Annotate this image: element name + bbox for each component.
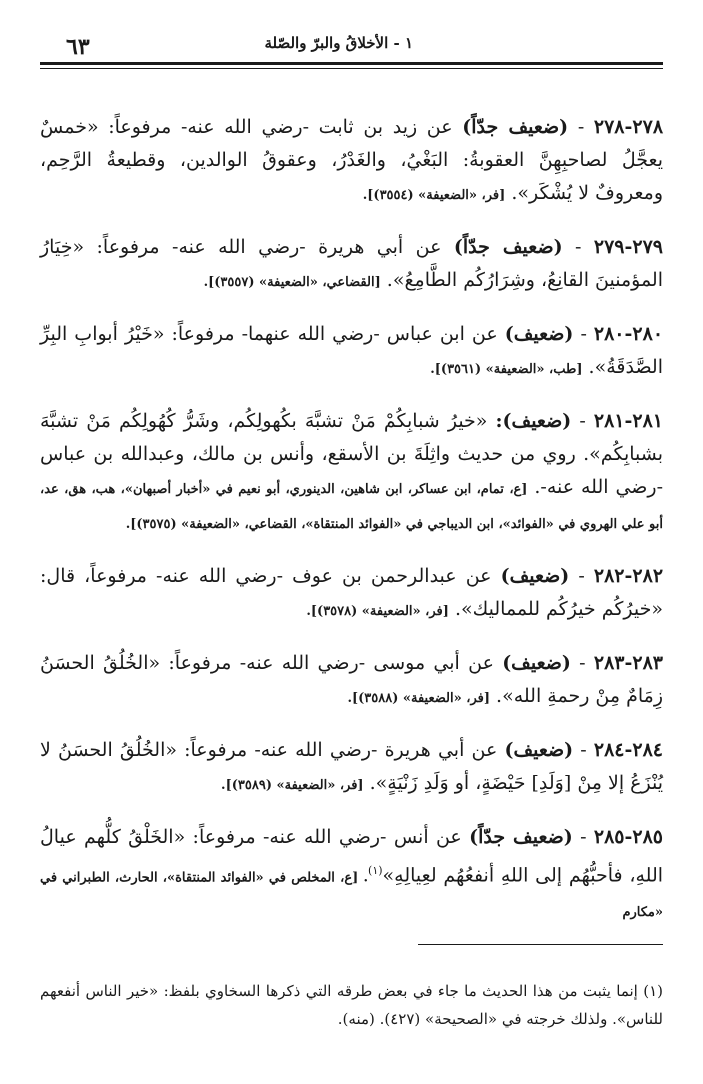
entry-grade: (ضعيف) (504, 323, 574, 345)
entry-source: [ع، تمام، ابن عساكر، ابن شاهين، الدينوري، أبو نعيم في «أخبار أصبهان»، هب، هق، عد، أبو علي الهروي في «الفوائد»، ابن الديباجي في «الفوائد المنتقاة»، القضاعي، «الضعيفة» (٣٥٧٥)]. (40, 482, 663, 532)
entry-number: ٢٨١-٢٨١ (593, 410, 664, 432)
entry-number: ٢٨٥-٢٨٥ (593, 826, 663, 848)
entry-number: ٢٧٨-٢٧٨ (593, 116, 664, 138)
entry-number: ٢٨٤-٢٨٤ (593, 739, 663, 761)
header-rule-thin (40, 68, 663, 69)
entry-grade: (ضعيف) (500, 565, 570, 587)
entry-grade: (ضعيف) (502, 652, 571, 674)
entry-text: عن أنس -رضي الله عنه- مرفوعاً: «الخَلْقُ كلُّهم عيالُ اللهِ، فأحبُّهُم إلى اللهِ أنفعُهُم لعِيالِهِ» (40, 826, 664, 887)
entry-text: عن أبي هريرة -رضي الله عنه- مرفوعاً: «خِيَارُ المؤمنينَ القانِعُ، وشِرَارُكُم الطَّامِعُ». (40, 236, 663, 291)
entry-source: [فر، «الضعيفة» (٣٥٨٩)]. (221, 778, 364, 793)
hadith-entry-282: ٢٨٢-٢٨٢ - (ضعيف) عن عبدالرحمن بن عوف -رضي الله عنه- مرفوعاً، قال: «خيرُكُم خيرُكُم للمماليك». [فر، «الضعيفة» (٣٥٧٨)]. (40, 565, 664, 620)
header-rule-thick (40, 62, 663, 65)
hadith-entry-285: ٢٨٥-٢٨٥ - (ضعيف جدّاً) عن أنس -رضي الله عنه- مرفوعاً: «الخَلْقُ كلُّهم عيالُ اللهِ، فأحبُّهُم إلى اللهِ أنفعُهُم لعِيالِهِ»$^{(١)}$. [ع، المخلص في «الفوائد المنتقاة»، الحارث، الطبراني في «مكارم (40, 826, 664, 921)
hadith-entry-281: ٢٨١-٢٨١ - (ضعيف): «خيرُ شبابِكُمْ مَنْ تشبَّهَ بكُهولِكُم، وشَرُّ كُهُولِكُم مَنْ تشبَّهَ بشبابِكُم». روي من حديث واثِلَةَ بن الأسقع، وأنس بن مالك، وعبدالله بن عباس -رضي الله عنه-. [ع، تمام، ابن عساكر، ابن شاهين، الدينوري، أبو نعيم في «أخبار أصبهان»، هب، هق، عد، أبو علي الهروي في «الفوائد»، ابن الديباجي في «الفوائد المنتقاة»، القضاعي، «الضعيفة» (٣٥٧٥)]. (40, 410, 664, 532)
entry-text: عن عبدالرحمن بن عوف -رضي الله عنه- مرفوعاً، قال: «خيرُكُم خيرُكُم للمماليك». (40, 565, 663, 620)
entry-source: [القضاعي، «الضعيفة» (٣٥٥٧)]. (203, 275, 381, 290)
entry-grade: (ضعيف): (495, 410, 572, 432)
entry-number: ٢٨٣-٢٨٣ (593, 652, 663, 674)
hadith-list (40, 92, 663, 947)
entry-text: عن أبي موسى -رضي الله عنه- مرفوعاً: «الخُلُقُ الحسَنُ زِمَامٌ مِنْ رحمةِ الله». (40, 652, 663, 707)
footnote-text: (١) إنما يثبت من هذا الحديث ما جاء في بعض طرقه التي ذكرها السخاوي بلفظ: «خير الناس أنفعهم للناس». ولذلك خرجته في «الصحيحة» (٤٢٧). (منه). (40, 982, 663, 1028)
entry-number: ٢٨٠-٢٨٠ (593, 323, 664, 345)
hadith-entry-283: ٢٨٣-٢٨٣ - (ضعيف) عن أبي موسى -رضي الله عنه- مرفوعاً: «الخُلُقُ الحسَنُ زِمَامٌ مِنْ رحمةِ الله». [فر، «الضعيفة» (٣٥٨٨)]. (40, 652, 663, 707)
entry-source: . [ع، المخلص في «الفوائد المنتقاة»، الحارث، الطبراني في «مكارم (40, 870, 663, 921)
entry-text: عن أبي هريرة -رضي الله عنه- مرفوعاً: «الخُلُقُ الحسَنُ لا يُنْزَعُ إلا مِنْ [وَلَدِ] حَيْضَةٍ، أو وَلَدِ زَنْيَةٍ». (40, 739, 663, 794)
entry-grade: (ضعيف جدّاً) (469, 826, 573, 848)
page-number: ٦٣ (66, 34, 90, 60)
entry-grade: (ضعيف جدّاً) (453, 236, 563, 258)
footnote-marker[interactable]: (١) (368, 864, 383, 877)
hadith-entry-278: ٢٧٨-٢٧٨ - (ضعيف جدّاً) عن زيد بن ثابت -رضي الله عنه- مرفوعاً: «خمسٌ يعجَّلُ لصاحبِهِنَّ العقوبةُ: البَغْيُ، والغَدْرُ، وعقوقُ الوالدين، وقطيعةُ الرَّحِم، ومعروفٌ لا يُشْكَر». [فر، «الضعيفة» (٣٥٥٤)]. (40, 116, 664, 204)
entry-text: «خيرُ شبابِكُمْ مَنْ تشبَّهَ بكُهولِكُم، وشَرُّ كُهُولِكُم مَنْ تشبَّهَ بشبابِكُم». روي من حديث واثِلَةَ بن الأسقع، وأنس بن مالك، وعبدالله بن عباس -رضي الله عنه-. (40, 410, 664, 498)
hadith-entry-279: ٢٧٩-٢٧٩ - (ضعيف جدّاً) عن أبي هريرة -رضي الله عنه- مرفوعاً: «خِيَارُ المؤمنينَ القانِعُ، وشِرَارُكُم الطَّامِعُ». [القضاعي، «الضعيفة» (٣٥٥٧)]. (40, 236, 664, 291)
entry-number: ٢٧٩-٢٧٩ (593, 236, 664, 258)
footnote-separator (418, 944, 663, 945)
entry-source: [فر، «الضعيفة» (٣٥٧٨)]. (306, 604, 449, 619)
entry-grade: (ضعيف) (504, 739, 574, 761)
hadith-entry-284: ٢٨٤-٢٨٤ - (ضعيف) عن أبي هريرة -رضي الله عنه- مرفوعاً: «الخُلُقُ الحسَنُ لا يُنْزَعُ إلا مِنْ [وَلَدِ] حَيْضَةٍ، أو وَلَدِ زَنْيَةٍ». [فر، «الضعيفة» (٣٥٨٩)]. (40, 739, 663, 794)
entry-source: [فر، «الضعيفة» (٣٥٥٤)]. (362, 188, 506, 203)
entry-source: [طب، «الضعيفة» (٣٥٦١)]. (430, 362, 583, 377)
hadith-entry-280: ٢٨٠-٢٨٠ - (ضعيف) عن ابن عباس -رضي الله عنهما- مرفوعاً: «خَيْرُ أبوابِ البِرِّ الصَّدَقَةُ». [طب، «الضعيفة» (٣٥٦١)]. (40, 323, 664, 378)
entry-text: عن ابن عباس -رضي الله عنهما- مرفوعاً: «خَيْرُ أبوابِ البِرِّ الصَّدَقَةُ». (40, 323, 663, 378)
entry-grade: (ضعيف جدّاً) (462, 116, 569, 138)
entry-source: [فر، «الضعيفة» (٣٥٨٨)]. (347, 691, 490, 706)
running-header (40, 30, 663, 70)
entry-text: عن زيد بن ثابت -رضي الله عنه- مرفوعاً: «خمسٌ يعجَّلُ لصاحبِهِنَّ العقوبةُ: البَغْيُ، والغَدْرُ، وعقوقُ الوالدين، وقطيعةُ الرَّحِم، ومعروفٌ لا يُشْكَر». (40, 116, 663, 204)
entry-number: ٢٨٢-٢٨٢ (593, 565, 664, 587)
chapter-title: ١ - الأخلاقُ والبرّ والصّلة (264, 34, 413, 52)
